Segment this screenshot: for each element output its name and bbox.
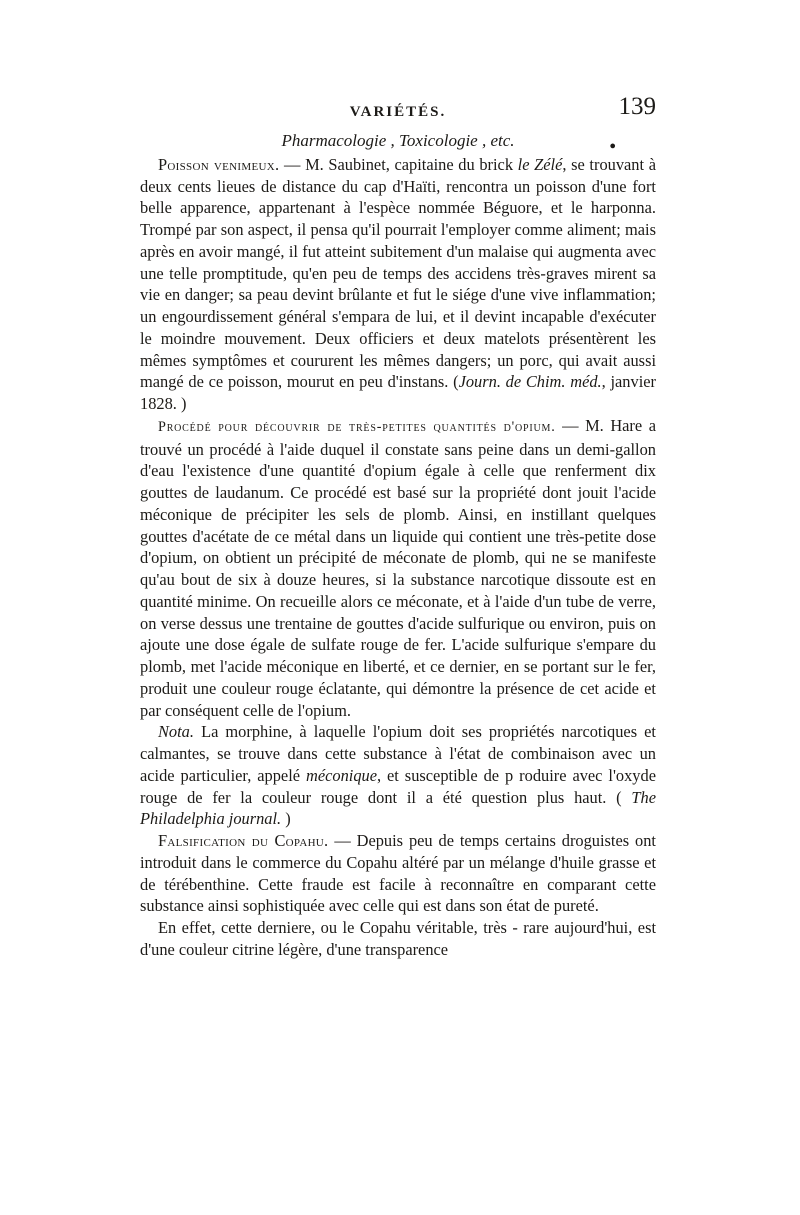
paragraph-title-falsification: Falsification du Copahu. [158, 831, 329, 850]
paragraph-text: M. Hare a trouvé un procédé à l'aide duquel il constate sans peine dans un demi-gallon d'eau l'existence d'une quantité d'opium égale à celle que renferment dix gouttes de laudanum. Ce procédé est basé sur la propriété dont jouit l'acide méconique de précipiter les sels de plomb. Ainsi, en instillant quelques gouttes d'acétate de ce métal dans un liquide qui contient une très-petite dose d'opium, on obtient un précipité de méconate de plomb, qui ne se manifeste qu'au bout de six à douze heures, si la substance narcotique dissoute est en quantité minime. On recueille alors ce méconate, et à l'aide d'un tube de verre, on verse dessus une trentaine de gouttes d'acide sulfurique ou environ, puis on ajoute une dose égale de sulfate rouge de fer. L'acide sulfurique s'empare du plomb, met l'acide méconique en liberté, et ce dernier, en se portant sur le fer, produit une couleur rouge éclatante, qui démontre la présence de cet acide et par conséquent celle de l'opium. [140, 415, 656, 720]
header-title: VARIÉTÉS. [349, 104, 447, 120]
paragraph-title-procede: Procédé pour découvrir de très-petites quantités d'opium. [158, 418, 556, 435]
source-citation: The Philadelphia journal. [140, 787, 656, 829]
paragraph-procede-opium [140, 415, 656, 722]
page [140, 93, 656, 961]
dash-separator: — [555, 415, 586, 435]
paragraph-text: En effet, cette derniere, ou le Copahu véritable, très - rare aujourd'hui, est d'une couleur citrine légère, d'une transparence [140, 918, 656, 959]
dash-separator: — [328, 831, 357, 850]
paragraph-en-effet [140, 917, 656, 961]
paragraph-text: , se trouvant à deux cents lieues de distance du cap d'Haïti, rencontra un poisson d'une fort belle apparence, appartenant à l'espèce nommée Béguore, et le harponna. Trompé par son aspect, il pensa qu'il pourrait l'employer comme aliment; mais après en avoir mangé, il fut atteint subitement d'un malaise qui augmenta avec une telle promptitude, qu'en peu de temps des accidens très-graves mirent sa vie en danger; sa peau devint brûlante et fut le siége d'une vive inflammation; un engourdissement général s'empara de lui, et il devint incapable d'exécuter le moindre mouvement. Deux officiers et deux matelots présentèrent les mêmes symptômes et coururent les mêmes dangers; un porc, qui avait aussi mangé de ce poisson, mourut en peu d'instans. ( [140, 154, 656, 392]
paragraph-text: , janvier 1828. ) [140, 372, 656, 413]
term-meconique: méconique [305, 765, 377, 785]
ink-speck: ● [609, 140, 616, 152]
paragraph-text: Depuis peu de temps certains droguistes ont introduit dans le commerce du Copahu altéré par un mélange d'huile grasse et de térébenthine. Cette fraude est facile à reconnaître en comparant cette substance ainsi sophistiquée avec celle qui est dans son état de pureté. [140, 831, 656, 916]
paragraph-text: , et susceptible de p roduire avec l'oxyde rouge de fer la couleur rouge dont il a été question plus haut. ( [140, 765, 656, 807]
ship-name: le Zélé [517, 154, 563, 174]
paragraph-poisson-venimeux [140, 154, 656, 415]
source-citation: Journ. de Chim. méd. [458, 372, 602, 392]
section-heading [140, 130, 656, 152]
nota-label: Nota. [158, 722, 194, 742]
paragraph-falsification-copahu [140, 830, 656, 917]
section-heading-text: Pharmacologie , Toxicologie , etc. [281, 131, 515, 150]
paragraph-text: La morphine, à laquelle l'opium doit ses propriétés narcotiques et calmantes, se trouve dans cette substance à l'état de combinaison avec un acide particulier, appelé [140, 722, 656, 785]
running-head [140, 93, 656, 126]
paragraph-text: M. Saubinet, capitaine du brick [305, 154, 518, 174]
paragraph-nota [140, 721, 656, 830]
dash-separator: — [279, 154, 306, 174]
page-number: 139 [618, 93, 656, 120]
paragraph-text: ) [281, 809, 291, 829]
paragraph-title-poisson: Poisson venimeux. [158, 154, 280, 174]
